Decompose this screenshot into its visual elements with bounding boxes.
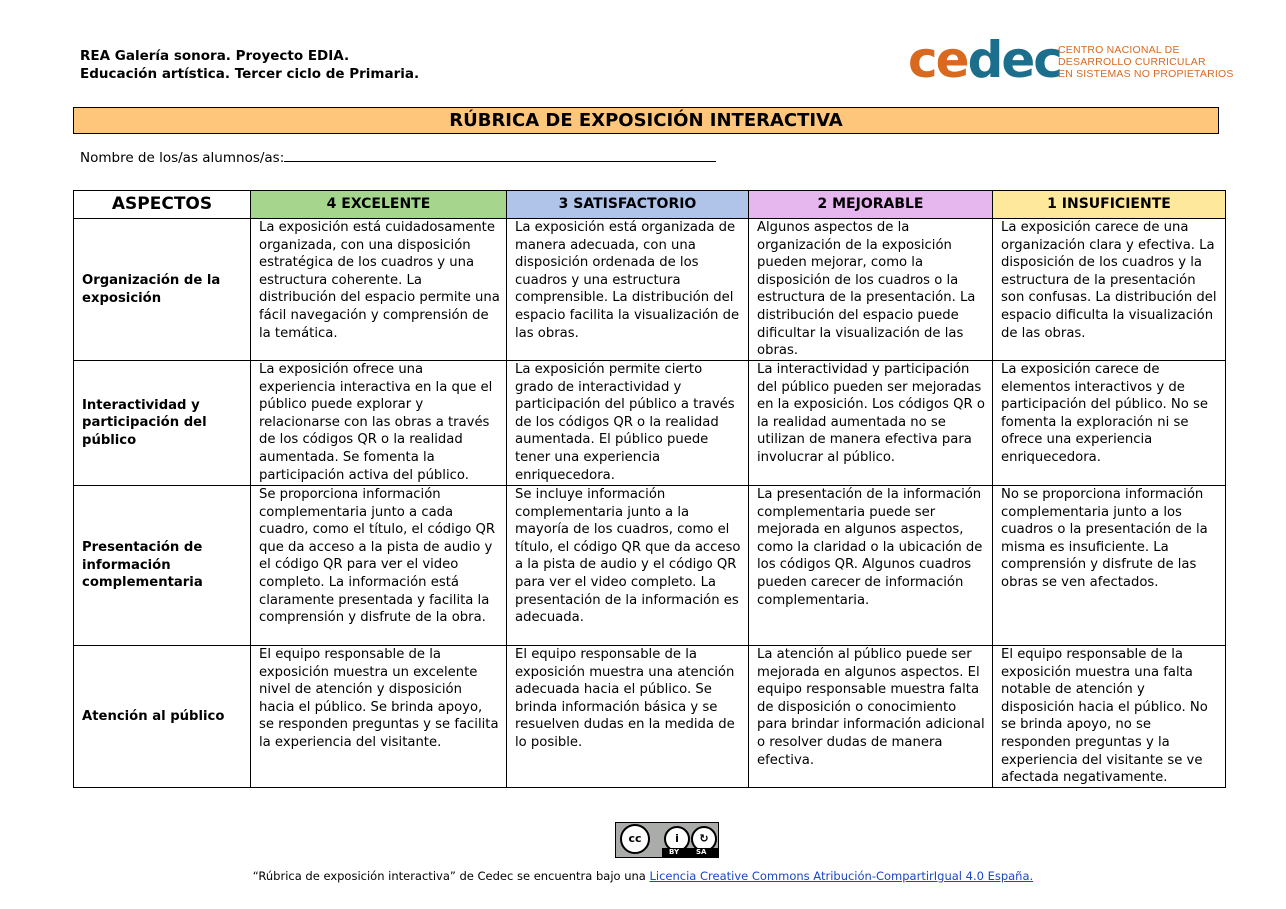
header-mejorable: 2 MEJORABLE	[749, 191, 993, 219]
criterion-cell: El equipo responsable de la exposición muestra una falta notable de atención y disposición hacia el público. No se brinda apoyo, no se responden preguntas y la experiencia del visitante se ve afectada negativamente.	[993, 646, 1226, 788]
aspect-cell: Atención al público	[74, 646, 251, 788]
license-footer	[0, 869, 1286, 884]
criterion-cell: La exposición permite cierto grado de interactividad y participación del público a través de los códigos QR o la realidad aumentada. El público puede tener una experiencia enriquecedora.	[507, 361, 749, 486]
footer-text: “Rúbrica de exposición interactiva” de Cedec se encuentra bajo una	[252, 869, 650, 883]
criterion-cell: La exposición ofrece una experiencia interactiva en la que el público puede explorar y relacionarse con las obras a través de los códigos QR o la realidad aumentada. Se fomenta la participación activa del público.	[251, 361, 507, 486]
table-row	[74, 486, 1226, 646]
document-header	[80, 47, 419, 83]
license-strip	[662, 848, 718, 857]
criterion-cell: La exposición carece de elementos interactivos y de participación del público. No se fomenta la exploración ni se ofrece una experiencia enriquecedora.	[993, 361, 1226, 486]
share-alike-icon: ↻	[691, 826, 717, 852]
criterion-cell: Algunos aspectos de la organización de la exposición pueden mejorar, como la disposición de los cuadros o la estructura de la presentación. La distribución del espacio puede dificultar la visualización de las obras.	[749, 219, 993, 361]
criterion-cell: La presentación de la información complementaria puede ser mejorada en algunos aspectos, como la claridad o la ubicación de los códigos QR. Algunos cuadros pueden carecer de información complementaria.	[749, 486, 993, 646]
aspect-cell: Organización de la exposición	[74, 219, 251, 361]
logo-subtitle: CENTRO NACIONAL DE DESARROLLO CURRICULAR EN SISTEMAS NO PROPIETARIOS	[1058, 44, 1234, 80]
criterion-cell: La exposición carece de una organización clara y efectiva. La disposición de los cuadros y la estructura de la presentación son confusas. La distribución del espacio dificulta la visualización de las obras.	[993, 219, 1226, 361]
criterion-cell: Se proporciona información complementaria junto a cada cuadro, como el título, el código QR que da acceso a la pista de audio y el código QR para ver el video completo. La información está claramente presentada y facilita la comprensión y disfrute de la obra.	[251, 486, 507, 646]
student-name-line	[80, 147, 716, 167]
header-row	[74, 191, 1226, 219]
table-row	[74, 219, 1226, 361]
header-line-2: Educación artística. Tercer ciclo de Primaria.	[80, 66, 420, 82]
cc-license-badge[interactable]	[615, 822, 719, 858]
student-name-label: Nombre de los/as alumnos/as:	[80, 150, 285, 166]
header-insuficiente: 1 INSUFICIENTE	[993, 191, 1226, 219]
criterion-cell: La interactividad y participación del público pueden ser mejoradas en la exposición. Los códigos QR o la realidad aumentada no se utilizan de manera efectiva para involucrar al público.	[749, 361, 993, 486]
criterion-cell: El equipo responsable de la exposición muestra una atención adecuada hacia el público. Se brinda información básica y se resuelven dudas en la medida de lo posible.	[507, 646, 749, 788]
aspect-cell: Presentación de información complementaria	[74, 486, 251, 646]
cedec-logo	[908, 31, 1238, 89]
aspect-cell: Interactividad y participación del público	[74, 361, 251, 486]
table-row	[74, 361, 1226, 486]
criterion-cell: La exposición está cuidadosamente organizada, con una disposición estratégica de los cuadros y una estructura coherente. La distribución del espacio permite una fácil navegación y comprensión de la temática.	[251, 219, 507, 361]
header-excelente: 4 EXCELENTE	[251, 191, 507, 219]
criterion-cell: No se proporciona información complementaria junto a los cuadros o la presentación de la misma es insuficiente. La comprensión y disfrute de las obras se ven afectados.	[993, 486, 1226, 646]
table-row	[74, 646, 1226, 788]
student-name-blank	[284, 147, 716, 162]
header-line-1: REA Galería sonora. Proyecto EDIA.	[80, 48, 350, 64]
sa-label: SA	[696, 848, 707, 856]
criterion-cell: La atención al público puede ser mejorada en algunos aspectos. El equipo responsable muestra falta de disposición o conocimiento para brindar información adicional o resolver dudas de manera efectiva.	[749, 646, 993, 788]
attribution-icon: i	[664, 826, 690, 852]
header-satisfactorio: 3 SATISFACTORIO	[507, 191, 749, 219]
criterion-cell: La exposición está organizada de manera adecuada, con una disposición ordenada de los cuadros y una estructura comprensible. La distribución del espacio facilita la visualización de las obras.	[507, 219, 749, 361]
criterion-cell: Se incluye información complementaria junto a la mayoría de los cuadros, como el título, el código QR que da acceso a la pista de audio y el código QR para ver el video completo. La presentación de la información es adecuada.	[507, 486, 749, 646]
cc-icon: cc	[620, 824, 650, 854]
by-label: BY	[669, 848, 680, 856]
header-aspectos: ASPECTOS	[74, 191, 251, 219]
rubric-title: RÚBRICA DE EXPOSICIÓN INTERACTIVA	[73, 107, 1219, 134]
logo-wordmark: cedec	[908, 31, 1061, 89]
license-link[interactable]: Licencia Creative Commons Atribución-CompartirIgual 4.0 España.	[649, 869, 1034, 883]
rubric-table	[73, 190, 1226, 788]
criterion-cell: El equipo responsable de la exposición muestra un excelente nivel de atención y disposición hacia el público. Se brinda apoyo, se responden preguntas y se facilita la experiencia del visitante.	[251, 646, 507, 788]
